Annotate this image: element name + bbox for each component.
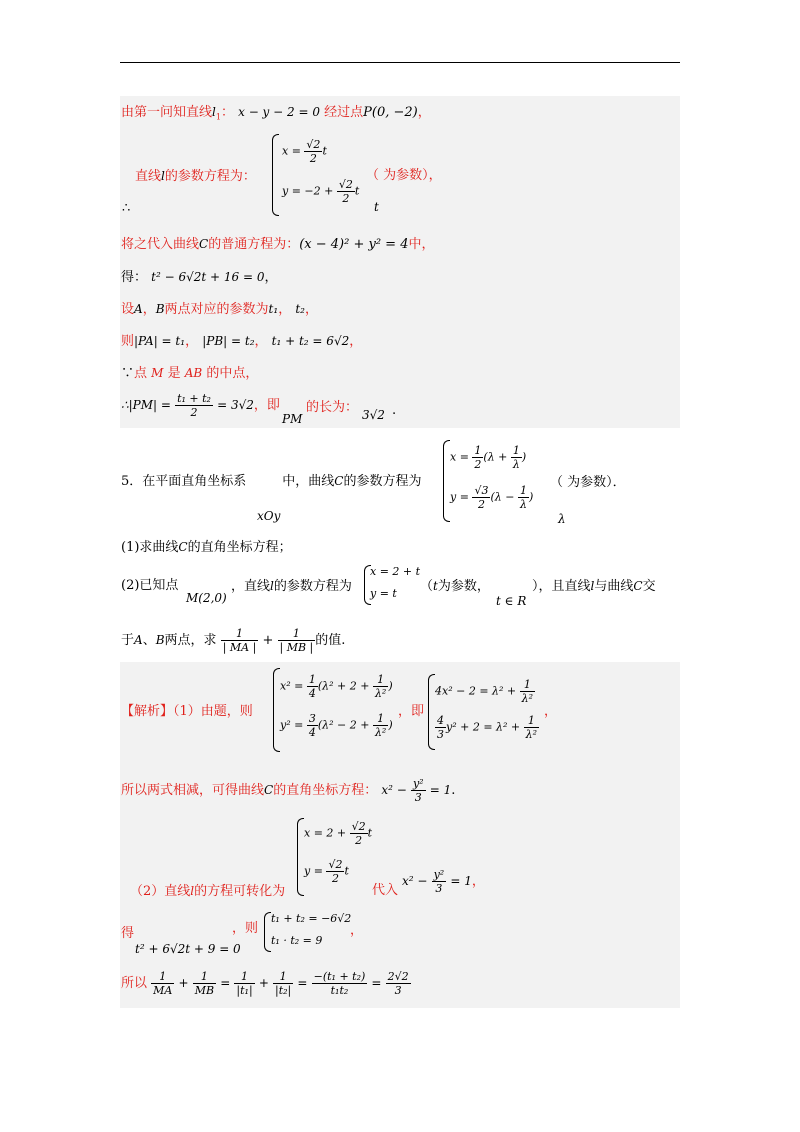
sol5-de-label: 得 [121,926,135,941]
num: 4 [437,714,444,727]
text: ， [185,334,199,349]
num: 1 [474,444,482,457]
math-t-in-r: t ∈ R [496,594,527,608]
sol5-part2 [130,882,285,901]
den: 2 [309,152,317,165]
math-point-m: M(2,0) [186,591,227,605]
math: 4x² − 2 = λ² + [435,684,517,698]
den: 2 [477,498,485,511]
den: λ² [521,692,534,705]
text: 中， [408,237,435,252]
fraction [511,444,522,471]
fraction [435,714,446,741]
sol5-final [121,970,411,997]
num: 1 [373,712,388,726]
math: y² + 2 = λ² + [446,720,521,734]
fraction [373,673,388,700]
num: 1 [519,484,527,497]
math: C [199,237,209,251]
brace [273,668,280,752]
prob5-q2-d [532,577,656,596]
math: = 3√2 [217,398,254,412]
math: + [262,633,274,648]
math: x = 2 + [304,826,347,840]
math: l [590,579,595,593]
text: 的中点， [206,366,259,381]
fraction [472,484,490,511]
text: ），且直线 [532,579,591,594]
text: ， [254,334,268,349]
text: ，即 [253,398,280,413]
math: (λ − [490,490,515,504]
num: 1 [273,970,293,984]
sol5-hyperbola [402,868,485,895]
fraction [411,777,426,804]
math: = 1 [450,874,472,888]
sol4-line6 [121,332,362,351]
math-l: l [161,169,165,183]
den: t₁t₂ [330,984,349,997]
text: 由第一问知直线 [121,105,213,120]
param-line-y: y = t [370,587,397,600]
math: x² = [280,679,304,693]
math: = [297,976,308,990]
param-t: t [374,200,379,214]
math: l [270,579,274,593]
num: 1 [512,444,520,457]
text: 所以两式相减，可得曲线 [121,783,265,798]
text: 的直角坐标方程： [273,783,378,798]
brace [297,818,304,896]
prob5-line1 [121,472,422,491]
fraction [326,858,344,885]
text: ，直线 [231,579,271,594]
math: ) [521,450,527,464]
num: √3 [474,484,489,497]
fraction [307,673,318,700]
text: 的方程可转化为 [194,884,286,899]
math: A [134,302,143,316]
header-rule [120,62,680,63]
fraction [234,970,254,997]
text: 直线 [135,169,162,184]
fraction [373,712,388,739]
sol5-comma2: ， [350,923,364,938]
fraction [524,714,539,741]
den: λ² [525,728,538,741]
prob5-q3 [121,627,345,654]
sol5-sys1-x [280,673,393,700]
math-sub: 1 [215,112,221,122]
num: 1 [308,673,316,686]
math-l: l [212,105,216,119]
param-line-x: x = 2 + t [370,565,421,578]
text: (1)求曲线 [121,540,179,555]
sol4-param-note [366,167,442,185]
math-pm: PM [282,412,303,426]
fraction [273,970,293,997]
math-quadratic: t² − 6√2t + 16 = 0 [151,270,265,284]
sol5-substitute: 代入 [372,883,399,898]
text: ， [417,105,431,120]
sol5-connector: ，即 [398,704,425,719]
param-y [282,178,359,205]
text: 点 [134,366,148,381]
brace [264,912,271,952]
den: λ [512,458,520,471]
den: 2 [190,406,198,419]
sol4-line1 [121,103,431,127]
den: 2 [355,834,363,847]
text: 5．在平面直角坐标系 [121,474,247,489]
math: t [344,864,349,878]
math: A [134,633,143,647]
fraction [472,444,483,471]
fraction [386,970,411,997]
sol5-sys1-y [280,712,393,739]
fraction [221,627,259,654]
sol5-vieta-sum: t₁ + t₂ = −6√2 [271,912,352,925]
brace [428,674,435,750]
text: 得： [121,270,148,285]
math-point: P(0, −2) [363,105,418,120]
math: M [151,366,164,380]
text: 所以 [121,976,148,991]
prob5-q2-b [231,577,352,596]
sol4-line4 [121,268,278,287]
num: √2 [351,820,366,833]
den: 4 [308,687,316,700]
math-val: 3√2 [362,408,385,422]
den: 2 [474,458,482,471]
text: (2)已知点 [121,578,179,593]
den: MA [153,984,173,997]
math: x² − [381,783,407,797]
math: y = −2 + [282,184,334,198]
sol5-sys2-x [435,678,535,705]
math: |PB| = t₂ [202,334,255,348]
num: 1 [373,673,388,687]
den: 3 [414,791,422,804]
sol4-line5 [121,300,318,319]
den: λ² [374,687,387,700]
math: t₁ + t₂ = 6√2 [271,334,350,348]
sol5-quadratic: t² + 6√2t + 9 = 0 [135,942,241,956]
math: B [155,633,165,647]
period: . [451,783,456,798]
num: 1 [278,627,316,641]
math: y² = [280,718,304,732]
text: ， [304,302,318,317]
text: 将之代入曲线 [121,237,200,252]
param5-x [450,444,526,471]
den: 2 [331,872,339,885]
num: 1 [193,970,216,984]
sol5-vieta-prod: t₁ · t₂ = 9 [271,934,323,947]
text: 是 [167,366,181,381]
fraction [175,392,213,419]
math: x = [450,450,469,464]
den: 3 [394,984,402,997]
fraction [518,484,529,511]
text: 的普通方程为： [208,237,300,252]
sol4-line7 [121,364,258,383]
math: ) [388,718,393,732]
math: y = [450,490,469,504]
sol5-line1 [121,703,253,721]
den: 2 [342,192,350,205]
text: ： [220,105,234,120]
num: y² [412,777,424,790]
math: t [367,826,373,840]
text: 设 [121,302,135,317]
prob5-q2 [121,577,178,595]
den: |t₂| [275,984,292,997]
sol5-line-y [304,858,349,885]
fraction [337,178,355,205]
sol4-line3 [121,235,435,254]
num: 2√2 [387,970,409,983]
math: t [433,579,438,593]
math: (λ² + 2 + [317,679,370,693]
sol5-line-x [304,820,372,847]
prob5-q2-c [420,577,490,596]
text: ， [349,334,363,349]
param-x [282,138,327,165]
fraction [312,970,368,997]
sol5-line2 [121,777,455,804]
fraction [307,712,318,739]
fraction [151,970,174,997]
text: ， [264,270,278,285]
fraction [520,678,535,705]
text: （ [420,579,434,594]
text: 则 [121,334,135,349]
math: x² − [402,874,428,888]
num: −(t₁ + t₂) [313,970,366,983]
den: | MA | [222,641,257,654]
sol4-line8 [121,392,280,419]
fraction [350,820,368,847]
math: l [190,884,195,898]
den: MB [194,984,215,997]
den: | MB | [279,641,314,654]
math: B [155,302,165,316]
math: ∴|PM| = [121,398,171,412]
den: 4 [308,726,316,739]
den: 3 [437,728,444,741]
num: √2 [306,138,321,151]
num: 3 [308,712,316,725]
math: x = [282,144,301,158]
text: （2）直线 [130,884,191,899]
math-circle-eq: (x − 4)² + y² = 4 [299,237,409,252]
prob5-q1 [121,538,292,557]
text: ， [142,302,156,317]
fraction [278,627,316,654]
sol5-then: ，则 [232,921,259,936]
fraction [304,138,322,165]
fraction [193,970,216,997]
math: C [633,579,643,593]
analysis-tag: 【解析】 [121,704,174,719]
math: y = [304,864,323,878]
brace [443,440,450,522]
math: = [371,976,382,990]
text: 中，曲线 [282,474,335,489]
math: + [258,976,269,990]
math: + [178,976,189,990]
math: t₂ [295,302,305,316]
den: 3 [435,882,443,895]
math: t₁ [268,302,279,316]
text: 的参数方程为： [164,169,256,184]
text: 为参数， [437,579,490,594]
num: t₁ + t₂ [177,392,211,405]
num: √2 [338,178,353,191]
num: √2 [328,858,343,871]
math: t [322,144,327,158]
num: 1 [524,714,539,728]
text: ， [471,874,485,889]
text: ， [278,302,292,317]
math: (λ + [483,450,508,464]
math: = [220,976,231,990]
num: 1 [234,970,254,984]
den: λ² [374,726,387,739]
text: 的参数方程为 [273,579,352,594]
math: = 1 [429,783,452,797]
text: 两点，求 [164,633,217,648]
prob5-param-note: （ 为参数）． [550,475,626,490]
math: ) [388,679,393,693]
text: 的直角坐标方程； [187,540,292,555]
num: 1 [221,627,259,641]
math: |PA| = t₁ [134,334,186,348]
text: 与曲线 [594,579,634,594]
math: ) [528,490,534,504]
num: y² [433,868,445,881]
math-lambda: λ [558,512,566,526]
text: 经过点 [324,105,364,120]
den: λ [519,498,527,511]
text: 交 [642,579,656,594]
math: C [334,474,344,488]
text: 的值. [315,633,346,648]
text: 、 [142,633,156,648]
fraction [432,868,447,895]
math: C [178,540,188,554]
because-symbol: ∵ [121,366,135,381]
period: . [392,403,397,418]
text: （1）由题，则 [173,704,253,719]
text: 的参数方程为 [343,474,422,489]
sol5-sys2-y [435,714,539,741]
math-line-eq: x − y − 2 = 0 [238,105,320,119]
math: AB [184,366,203,380]
math-xoy: xOy [257,509,281,523]
brace [272,134,279,216]
math: t [354,184,360,198]
math: (λ² − 2 + [317,718,370,732]
sol4-line8-b: 的长为： [306,400,359,415]
den: |t₁| [236,984,253,997]
num: 1 [151,970,174,984]
text: （ 为参数）， [366,168,442,183]
sol5-comma: ， [544,704,558,719]
sol4-line2-label [135,167,256,186]
therefore-symbol: ∴ [122,201,131,216]
num: 1 [520,678,535,692]
math: C [264,783,274,797]
text: 两点对应的参数为 [164,302,269,317]
text: 于 [121,633,135,648]
param5-y [450,484,533,511]
